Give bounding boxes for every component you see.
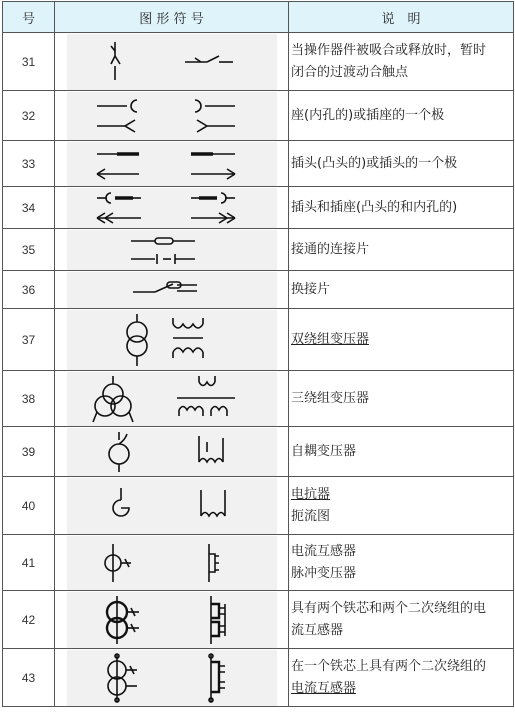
row-number: 39	[3, 427, 55, 477]
table-row	[3, 271, 514, 309]
row-number: 35	[3, 229, 55, 271]
autotransformer-icon	[67, 428, 277, 476]
changeover-link-icon	[67, 272, 277, 308]
table-row	[3, 309, 514, 371]
description-line: 脉冲变压器	[291, 565, 357, 581]
table-row	[3, 371, 514, 427]
description-line: 流互感器	[291, 622, 344, 638]
transitional-make-contact-icon	[67, 34, 277, 90]
description-line: 三绕组变压器	[291, 390, 370, 406]
table-row	[3, 591, 514, 649]
one-core-two-secondary-ct-icon	[67, 650, 277, 706]
description-line: 当操作器件被吸合或释放时，暂时	[291, 42, 487, 58]
two-core-current-transformer-icon	[67, 592, 277, 648]
header-number: 号	[3, 2, 55, 33]
description-line: 电流互感器	[291, 543, 357, 559]
table-row	[3, 141, 514, 187]
symbol-table	[2, 1, 514, 707]
description-line: 自耦变压器	[291, 443, 357, 459]
plug-pole-icon	[67, 142, 277, 186]
row-number: 34	[3, 187, 55, 229]
row-number: 40	[3, 477, 55, 535]
description-line: 插头(凸头的)或插头的一个极	[291, 155, 458, 171]
description-line: 插头和插座(凸头的和内孔的)	[291, 199, 458, 215]
description-line: 电流互感器	[291, 680, 357, 696]
table-row	[3, 33, 514, 91]
row-number: 37	[3, 309, 55, 371]
row-number: 32	[3, 91, 55, 141]
description-line: 在一个铁芯上具有两个二次绕组的	[291, 658, 487, 674]
header-row	[3, 2, 514, 33]
table-row	[3, 91, 514, 141]
description-line: 闭合的过渡动合触点	[291, 64, 409, 80]
row-number: 31	[3, 33, 55, 91]
table-row	[3, 427, 514, 477]
reactor-icon	[67, 478, 277, 534]
description-line: 具有两个铁芯和两个二次绕组的电	[291, 600, 487, 616]
table-row	[3, 477, 514, 535]
row-number: 43	[3, 649, 55, 707]
description-line: 电抗器	[291, 486, 331, 502]
row-number: 33	[3, 141, 55, 187]
description-line: 扼流图	[291, 508, 331, 524]
header-description: 说 明	[289, 2, 514, 33]
description-line: 接通的连接片	[291, 241, 370, 257]
header-symbol: 图 形 符 号	[55, 2, 289, 33]
three-winding-transformer-icon	[67, 372, 277, 426]
socket-pole-icon	[67, 92, 277, 140]
two-winding-transformer-icon	[67, 310, 277, 370]
plug-and-socket-icon	[67, 188, 277, 228]
row-number: 36	[3, 271, 55, 309]
table-row	[3, 187, 514, 229]
row-number: 38	[3, 371, 55, 427]
row-number: 42	[3, 591, 55, 649]
table-row	[3, 229, 514, 271]
closed-link-icon	[67, 230, 277, 270]
row-number: 41	[3, 535, 55, 591]
table-row	[3, 535, 514, 591]
description-line: 座(内孔的)或插座的一个极	[291, 107, 445, 123]
table-row	[3, 649, 514, 707]
description-line: 换接片	[291, 281, 331, 297]
description-line: 双绕组变压器	[291, 331, 370, 347]
current-transformer-icon	[67, 536, 277, 590]
